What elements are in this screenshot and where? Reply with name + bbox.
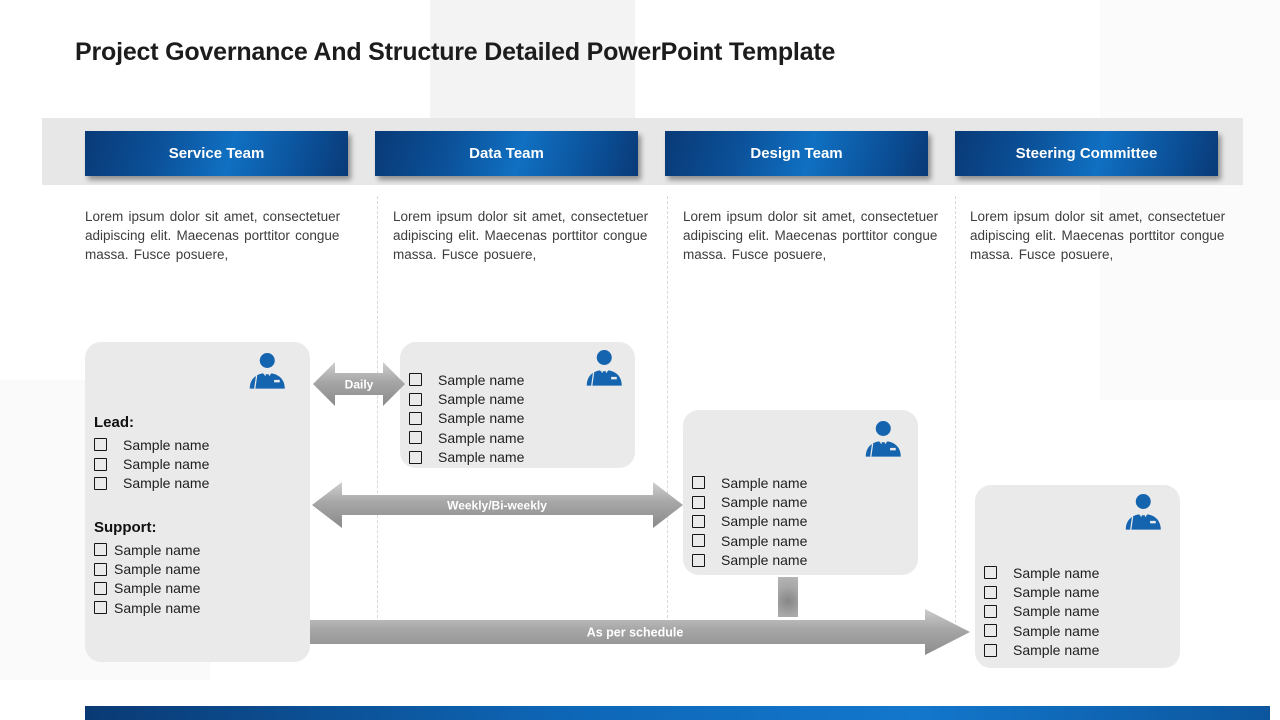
design-team-list [692,473,807,570]
data-team-description: Lorem ipsum dolor sit amet, consectetuer adipiscing elit. Maecenas porttitor congue massa. Fusce posuere, [393,209,649,262]
list-item-label: Sample name [721,474,808,491]
list-item [984,641,1099,660]
list-item-label: Sample name [123,436,210,453]
list-item-label: Sample name [438,371,525,388]
checkbox-icon [692,534,705,547]
checkbox-icon [692,554,705,567]
list-item-label: Sample name [123,475,210,492]
checkbox-icon [984,624,997,637]
list-item [94,454,209,473]
list-item [409,370,524,389]
column-divider [377,196,378,633]
list-item [94,540,200,559]
schedule-arrow [310,609,970,655]
checkbox-icon [94,601,107,614]
design-team-description: Lorem ipsum dolor sit amet, consectetuer adipiscing elit. Maecenas porttitor congue massa. Fusce posuere, [683,209,939,262]
checkbox-icon [94,477,107,490]
list-item [984,621,1099,640]
list-item-label: Sample name [1013,584,1100,601]
team-header-service-team: Service Team [85,131,348,176]
list-item [984,563,1099,582]
list-item [94,598,200,617]
list-item-label: Sample name [114,561,201,578]
list-item [692,512,807,531]
list-item [692,492,807,511]
list-item [692,531,807,550]
list-item-label: Sample name [438,410,525,427]
checkbox-icon [94,582,107,595]
list-item [692,551,807,570]
lead-heading: Lead: [94,414,135,431]
list-item [692,473,807,492]
list-item [984,602,1099,621]
checkbox-icon [692,496,705,509]
checkbox-icon [984,644,997,657]
support-heading: Support: [94,519,157,536]
checkbox-icon [984,586,997,599]
daily-arrow [313,362,405,406]
list-item-label: Sample name [114,580,201,597]
column-divider [667,196,668,633]
checkbox-icon [409,431,422,444]
checkbox-icon [409,412,422,425]
checkbox-icon [94,438,107,451]
checkbox-icon [94,458,107,471]
steering-committee-description: Lorem ipsum dolor sit amet, consectetuer adipiscing elit. Maecenas porttitor congue massa. Fusce posuere, [970,209,1226,262]
weekly-arrow-label: Weekly/Bi-weekly [447,498,547,513]
checkbox-icon [409,373,422,386]
design-team-box [683,410,918,575]
list-item-label: Sample name [438,391,525,408]
list-item [409,389,524,408]
list-item-label: Sample name [721,532,808,549]
lead-section [94,414,209,493]
checkbox-icon [94,543,107,556]
background-watermark [1100,0,1280,400]
bottom-accent-bar [85,706,1270,720]
list-item-label: Sample name [123,456,210,473]
checkbox-icon [984,566,997,579]
team-header-design-team: Design Team [665,131,928,176]
list-item [409,448,524,467]
list-item-label: Sample name [114,541,201,558]
weekly-arrow [312,482,683,528]
list-item-label: Sample name [1013,642,1100,659]
checkbox-icon [692,476,705,489]
checkbox-icon [409,393,422,406]
person-icon [246,352,286,389]
list-item [984,582,1099,601]
column-divider [955,196,956,633]
team-header-data-team: Data Team [375,131,638,176]
support-section [94,519,200,618]
list-item-label: Sample name [438,429,525,446]
slide-title: Project Governance And Structure Detailed PowerPoint Template [75,38,836,66]
schedule-arrow-label: As per schedule [586,625,684,640]
list-item [409,409,524,428]
person-icon [1122,493,1162,530]
list-item-label: Sample name [1013,603,1100,620]
list-item-label: Sample name [1013,564,1100,581]
service-team-box [85,342,310,662]
person-icon [862,420,902,457]
daily-arrow-label: Daily [344,377,374,392]
list-item-label: Sample name [721,494,808,511]
list-item-label: Sample name [438,449,525,466]
list-item [94,435,209,454]
data-team-box [400,342,635,468]
list-item [94,474,209,493]
checkbox-icon [984,605,997,618]
list-item-label: Sample name [114,599,201,616]
list-item-label: Sample name [721,513,808,530]
team-header-steering-committee: Steering Committee [955,131,1218,176]
person-icon [583,349,623,386]
data-team-list [409,370,524,467]
checkbox-icon [94,563,107,576]
steering-committee-list [984,563,1099,660]
checkbox-icon [409,451,422,464]
list-item-label: Sample name [721,552,808,569]
service-team-description: Lorem ipsum dolor sit amet, consectetuer adipiscing elit. Maecenas porttitor congue massa. Fusce posuere, [85,209,341,262]
list-item [94,559,200,578]
list-item [409,428,524,447]
checkbox-icon [692,515,705,528]
steering-committee-box [975,485,1180,668]
list-item [94,579,200,598]
list-item-label: Sample name [1013,622,1100,639]
